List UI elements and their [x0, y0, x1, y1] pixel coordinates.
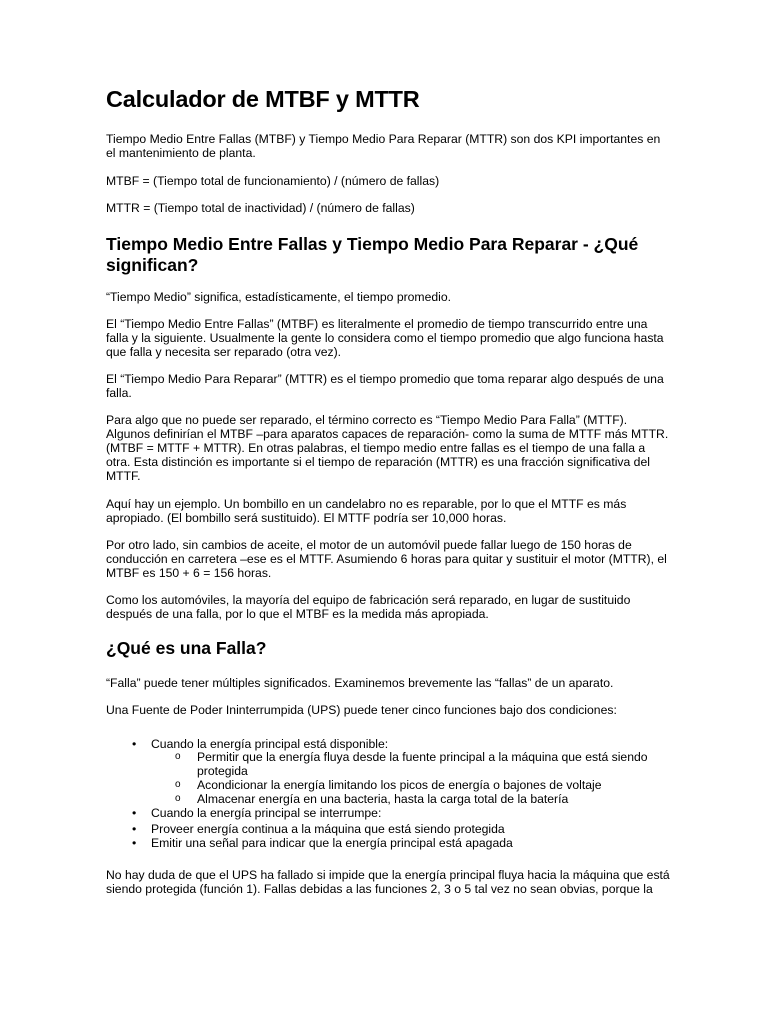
- paragraph-mttf: [106, 413, 669, 483]
- text-line: Algunos definirían el MTBF –para aparatos capaces de reparación- como la suma de MTTF más MTTR.: [106, 427, 669, 441]
- text-line: Tiempo Medio Entre Fallas (MTBF) y Tiempo Medio Para Reparar (MTTR) son dos KPI importantes en: [106, 132, 661, 146]
- text-line: que falla y necesita ser reparado (otra vez).: [106, 345, 342, 359]
- text-line: El “Tiempo Medio Para Reparar” (MTTR) es el tiempo promedio que toma reparar algo después de una: [106, 372, 664, 386]
- text-line: No hay duda de que el UPS ha fallado si impide que la energía principal fluya hacia la máquina que está: [106, 868, 670, 882]
- text-line: Una Fuente de Poder Ininterrumpida (UPS) puede tener cinco funciones bajo dos condiciones:: [106, 703, 617, 717]
- bullet-icon: •: [132, 806, 137, 820]
- paragraph-mttr: [106, 372, 664, 400]
- bullet-icon: •: [132, 822, 137, 836]
- paragraph-motor: [106, 538, 667, 580]
- mttr-formula: MTTR = (Tiempo total de inactividad) / (número de fallas): [106, 201, 415, 215]
- page-title: Calculador de MTBF y MTTR: [106, 86, 420, 112]
- paragraph-mtbf: [106, 317, 664, 359]
- text-line: “Tiempo Medio” significa, estadísticamente, el tiempo promedio.: [106, 290, 452, 304]
- text-line: falla y la siguiente. Usualmente la gente lo considera como el tiempo promedio que algo funciona hasta: [106, 331, 664, 345]
- paragraph-ups: [106, 703, 651, 717]
- text-line: Como los automóviles, la mayoría del equipo de fabricación será reparado, en lugar de sustituido: [106, 593, 631, 607]
- sub-bullet-icon: o: [175, 751, 181, 762]
- text-line: el mantenimiento de planta.: [106, 146, 256, 160]
- text-line: después de una falla, por lo que el MTBF es la medida más apropiada.: [106, 607, 489, 621]
- document-page: Calculador de MTBF y MTTR Tiempo Medio Entre Fallas (MTBF) y Tiempo Medio Para Reparar (MTTR) son dos KPI importantes en el mantenimiento de planta. MTBF = (Tiempo total de funcionamiento) / (número de fallas) MTTR = (Tiempo total de inactividad) / (número de fallas) Tiempo Medio Entre Fallas y Tiempo Medio Para Reparar - ¿Qué significan? “Tiempo Medio” significa, estadísticamente, el tiempo promedio. El “Tiempo Medio Entre Fallas” (MTBF) es literalmente el promedio de tiempo transcurrido entre una falla y la siguiente. Usualmente la gente lo considera como el tiempo promedio que algo funciona hasta que falla y necesita ser reparado (otra vez). El “Tiempo Medio Para Reparar” (MTTR) es el tiempo promedio que toma reparar algo después de una falla. Para algo que no puede ser reparado, el término correcto es “Tiempo Medio Para Falla” (MTTF). Algunos definirían el MTBF –para aparatos capaces de reparación- como la suma de MTTF más MTTR. (MTBF = MTTF + MTTR). En otras palabras, el tiempo medio entre fallas es el tiempo de una falla a otra. Esta distinción es importante si el tiempo de reparación (MTTR) es una fracción significativa del MTTF. Aquí hay un ejemplo. Un bombillo en un candelabro no es reparable, por lo que el MTTF es más apropiado. (El bombillo será sustituido). El MTTF podría ser 10,000 horas. Por otro lado, sin cambios de aceite, el motor de un automóvil puede fallar luego de 150 horas de conducción en carretera –ese es el MTTF. Asumiendo 6 horas para quitar y sustituir el motor (MTTR), el MTBF es 150 + 6 = 156 horas. Como los automóviles, la mayoría del equipo de fabricación será reparado, en lugar de sustituido después de una falla, por lo que el MTBF es la medida más apropiada. ¿Qué es una Falla? “Falla” puede tener múltiples significados. Examinemos brevemente las “fallas” de un aparato. Una Fuente de Poder Ininterrumpida (UPS) puede tener cinco funciones bajo dos condiciones: • Cuando la energía principal está disponible: o Permitir que la energía fluya desde la fuente principal a la máquina que está siendo protegida o Acondicionar la energía limitando los picos de energía o bajones de voltaje o Almacenar energía en una bacteria, hasta la carga total de la batería • Cuando la energía principal se interrumpe: • Proveer energía continua a la máquina que está siendo protegida • Emitir una señal para indicar que la energía principal está apagada No hay duda de que el UPS ha fallado si impide que la energía principal fluya hacia la máquina que está siendo protegida (función 1). Fallas debidas a las funciones 2, 3 o 5 tal vez no sean obvias, porque la: [106, 86, 670, 896]
- text-line: (MTBF = MTTF + MTTR). En otras palabras, el tiempo medio entre fallas es el tiempo de una falla a: [106, 441, 646, 455]
- text-line: Para algo que no puede ser reparado, el término correcto es “Tiempo Medio Para Falla” (MTTF).: [106, 413, 628, 427]
- text-line: conducción en carretera –ese es el MTTF. Asumiendo 6 horas para quitar y sustituir el motor (MTTR), el: [106, 552, 667, 566]
- text-line: falla.: [106, 386, 132, 400]
- bullet-icon: •: [132, 836, 137, 850]
- paragraph-tiempo-medio: [106, 290, 651, 304]
- section-heading-falla: ¿Qué es una Falla?: [106, 638, 267, 658]
- paragraph-ups-fallas: [106, 868, 670, 896]
- paragraph-automoviles: [106, 593, 651, 621]
- text-line: El “Tiempo Medio Entre Fallas” (MTBF) es literalmente el promedio de tiempo transcurrido entre una: [106, 317, 648, 331]
- text-line: Por otro lado, sin cambios de aceite, el motor de un automóvil puede fallar luego de 150 horas de: [106, 538, 632, 552]
- text-line: otra. Esta distinción es importante si el tiempo de reparación (MTTR) es una fracción significativa del: [106, 455, 650, 469]
- text-line: apropiado. (El bombillo será sustituido). El MTTF podría ser 10,000 horas.: [106, 511, 507, 525]
- paragraph-falla-significados: [106, 676, 651, 690]
- text-line: MTBF es 150 + 6 = 156 horas.: [106, 566, 272, 580]
- sub-bullet-icon: o: [175, 779, 181, 790]
- text-line: MTTF.: [106, 469, 141, 483]
- sub-bullet-icon: o: [175, 793, 181, 804]
- mtbf-formula: MTBF = (Tiempo total de funcionamiento) / (número de fallas): [106, 174, 440, 188]
- section-heading-significado: Tiempo Medio Entre Fallas y Tiempo Medio Para Reparar - ¿Qué significan?: [106, 234, 639, 275]
- text-line: “Falla” puede tener múltiples significados. Examinemos brevemente las “fallas” de un aparato.: [106, 676, 614, 690]
- text-line: Aquí hay un ejemplo. Un bombillo en un candelabro no es reparable, por lo que el MTTF es más: [106, 497, 627, 511]
- intro-paragraph: [106, 132, 661, 160]
- text-line: siendo protegida (función 1). Fallas debidas a las funciones 2, 3 o 5 tal vez no sean obvias, porque la: [106, 882, 653, 896]
- bullet-icon: •: [132, 737, 137, 751]
- paragraph-bombillo: [106, 497, 651, 525]
